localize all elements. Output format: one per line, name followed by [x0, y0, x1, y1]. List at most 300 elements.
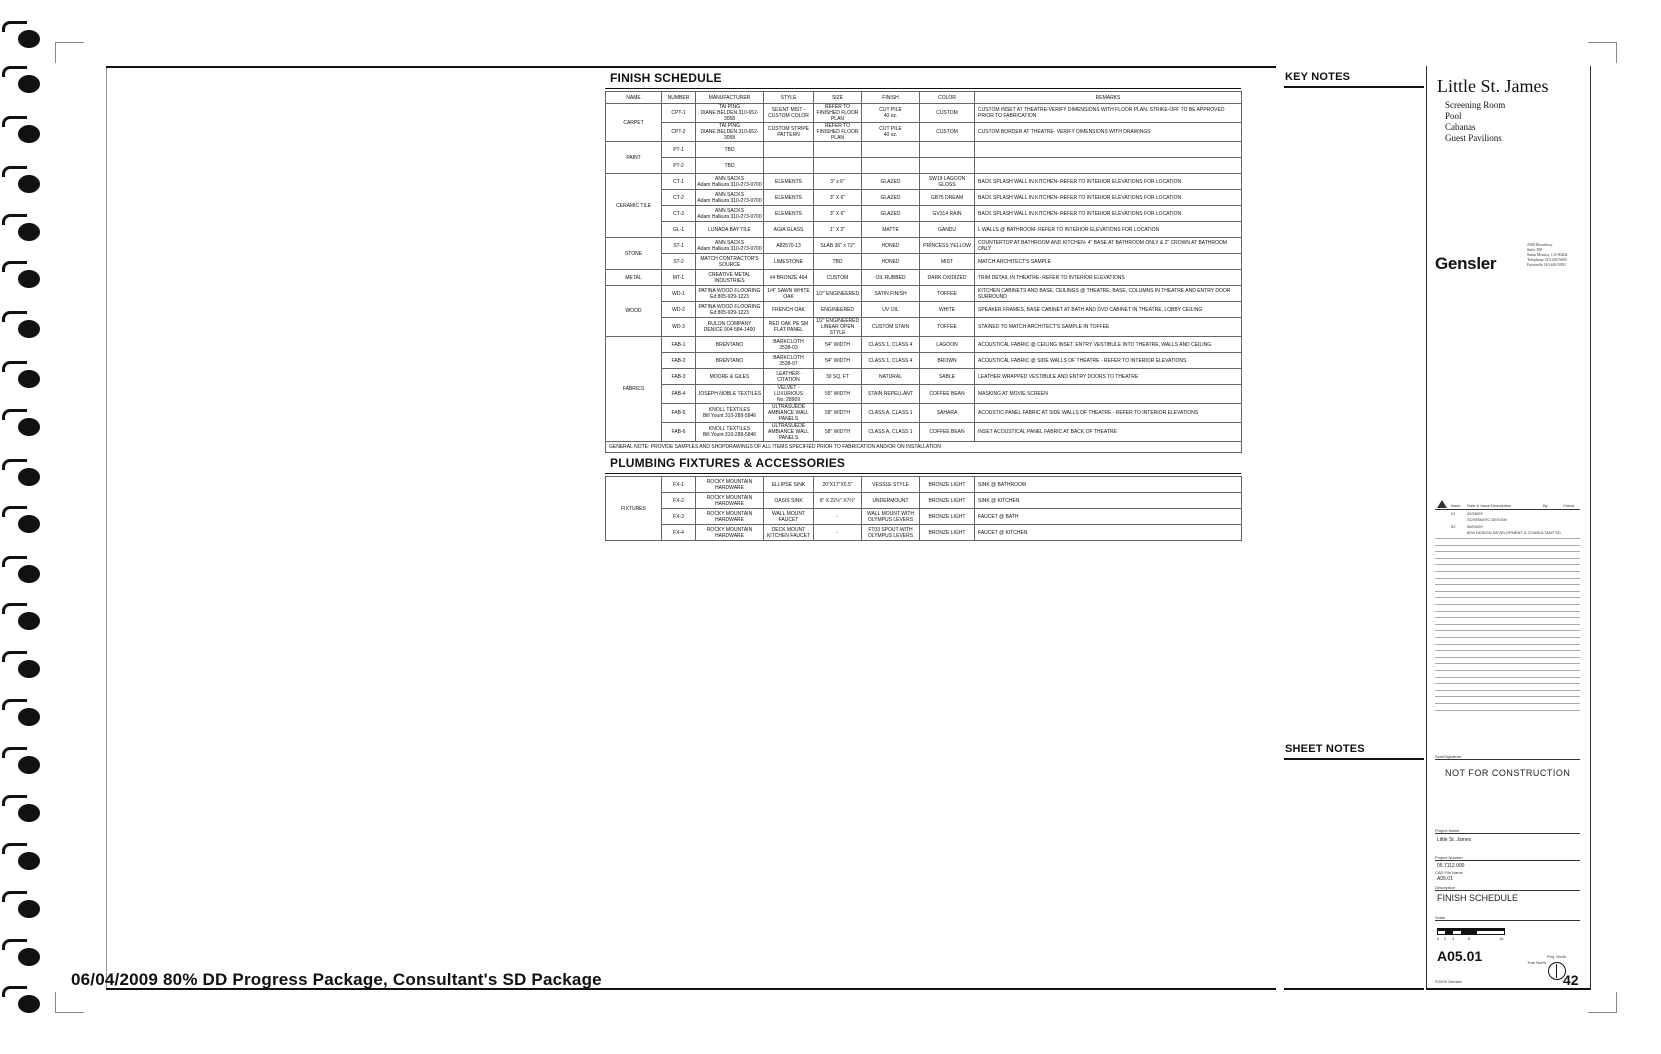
table-row — [606, 477, 1242, 493]
table-cell: FAB-1 — [662, 337, 696, 353]
table-cell: PT-1 — [662, 142, 696, 158]
table-cell: CT-3 — [662, 206, 696, 222]
table-cell: BROWN — [920, 353, 975, 369]
table-cell: FAB-3 — [662, 369, 696, 385]
table-cell: LUNADA BAY TILE — [696, 222, 764, 238]
project-name-value: Little St. James — [1437, 837, 1472, 843]
notes-bottom-rule — [1284, 988, 1424, 990]
sheet-notes-rule — [1284, 758, 1424, 760]
binding-wire — [2, 116, 27, 127]
info-rule — [1435, 920, 1580, 921]
table-cell: WD-1 — [662, 286, 696, 302]
table-cell: CLASS 1, CLASS 4 — [862, 337, 920, 353]
revision-line — [1435, 545, 1580, 546]
binding-hole — [18, 948, 40, 966]
binding-hole — [18, 660, 40, 678]
remarks-cell — [975, 142, 1242, 158]
table-cell: #4 BRONZE 464 — [764, 270, 814, 286]
table-cell: 3" X 6" — [814, 190, 862, 206]
table-cell: ELLIPSE SINK — [764, 477, 814, 493]
scale-bar-segment — [1445, 928, 1453, 934]
revision-line — [1435, 670, 1580, 671]
table-cell — [764, 142, 814, 158]
revision-line — [1435, 571, 1580, 572]
remarks-cell: ACOUSTICAL FABRIC @ CEILING INSET, ENTRY VESTIBULE INTO THEATRE, WALLS AND CEILING — [975, 337, 1242, 353]
table-cell: 3" X 6" — [814, 206, 862, 222]
revision-line — [1435, 617, 1580, 618]
table-row — [606, 104, 1242, 123]
binding-hole — [18, 270, 40, 288]
revision-line — [1435, 630, 1580, 631]
binding-wire — [2, 747, 27, 758]
table-cell: GANDU — [920, 222, 975, 238]
revision-line — [1435, 663, 1580, 664]
table-cell: PRINCESS YELLOW — [920, 238, 975, 254]
project-item: Screening Room — [1445, 100, 1506, 110]
table-cell: 1" X 2" — [814, 222, 862, 238]
revision-line — [1435, 644, 1580, 645]
table-cell: BARKCLOTH 2538-07 — [764, 353, 814, 369]
table-cell: BARKCLOTH 2538-03 — [764, 337, 814, 353]
table-cell: GLAZED — [862, 206, 920, 222]
cad-file-value: A05.01 — [1437, 876, 1453, 882]
page-number: 42 — [1563, 972, 1579, 988]
table-cell: PATINA WOOD FLOORING Ed 805-929-1223 — [696, 286, 764, 302]
binding-hole — [18, 468, 40, 486]
table-cell: SAHARA — [920, 404, 975, 423]
revision-line — [1435, 696, 1580, 697]
remarks-cell: MASKING AT MOVIE SCREEN — [975, 385, 1242, 404]
table-cell: LIMESTONE — [764, 254, 814, 270]
column-header: NUMBER — [662, 92, 696, 104]
description-label: Description — [1435, 885, 1456, 890]
cad-file-label: CAD File Name — [1435, 870, 1463, 875]
table-cell: MOORE & GILES — [696, 369, 764, 385]
column-header: SIZE — [814, 92, 862, 104]
table-row — [606, 142, 1242, 158]
remarks-cell: ACOUSTICAL FABRIC @ SIDE WALLS OF THEATRE - REFER TO INTERIOR ELEVATIONS — [975, 353, 1242, 369]
table-row — [606, 302, 1242, 318]
progress-package-stamp: 06/04/2009 80% DD Progress Package, Consultant's SD Package — [71, 970, 602, 989]
table-cell: WALL MOUNT FAUCET — [764, 509, 814, 525]
table-cell: KNOLL TEXTILES Bill Yount 310-289-5846 — [696, 423, 764, 442]
table-cell: ELEMENTS — [764, 190, 814, 206]
table-cell: VESSLE STYLE — [862, 477, 920, 493]
general-note-row — [606, 442, 1242, 453]
column-header: MANUFACTURER — [696, 92, 764, 104]
plumbing-schedule-rule — [605, 473, 1241, 474]
scale-label: Scale — [1435, 915, 1446, 920]
issue-date: 02/26/09 — [1467, 511, 1483, 516]
scale-tick: 8 — [1468, 936, 1471, 941]
table-cell: ELEMENTS — [764, 174, 814, 190]
table-cell: TBD — [696, 142, 764, 158]
column-header: FINISH — [862, 92, 920, 104]
table-cell: GV314 RAIN — [920, 206, 975, 222]
table-cell: GL-1 — [662, 222, 696, 238]
table-cell: WD-2 — [662, 302, 696, 318]
table-cell: - — [814, 525, 862, 541]
table-cell — [920, 142, 975, 158]
binding-wire — [2, 986, 27, 997]
binding-hole — [18, 175, 40, 193]
table-cell: STAIN REPELLANT — [862, 385, 920, 404]
copyright: ©2009 Gensler — [1435, 979, 1462, 984]
table-cell: REFER TO FINISHED FLOOR PLAN — [814, 123, 862, 142]
column-header: COLOR — [920, 92, 975, 104]
binding-wire — [2, 843, 27, 854]
table-cell: CT-1 — [662, 174, 696, 190]
table-cell: ST-2 — [662, 254, 696, 270]
true-north-label: True North — [1527, 960, 1546, 965]
category-cell: METAL — [606, 270, 662, 286]
table-row — [606, 525, 1242, 541]
category-cell: STONE — [606, 238, 662, 270]
table-cell: BRENTANO — [696, 353, 764, 369]
table-row — [606, 270, 1242, 286]
revision-line — [1435, 578, 1580, 579]
binding-hole — [18, 708, 40, 726]
binding-hole — [18, 756, 40, 774]
binding-wire — [2, 891, 27, 902]
category-cell: PAINT — [606, 142, 662, 174]
table-cell: CT-2 — [662, 190, 696, 206]
project-item: Pool — [1445, 111, 1462, 121]
table-cell: FX-3 — [662, 509, 696, 525]
revision-line — [1435, 584, 1580, 585]
issue-header-by: By — [1543, 503, 1548, 508]
table-row — [606, 254, 1242, 270]
table-row — [606, 190, 1242, 206]
crop-mark-bottom-left — [55, 992, 84, 1013]
binding-wire — [2, 166, 27, 177]
revision-line — [1435, 551, 1580, 552]
info-rule — [1435, 860, 1580, 861]
project-number-label: Project Number — [1435, 855, 1463, 860]
table-cell — [862, 142, 920, 158]
binding-wire — [2, 651, 27, 662]
table-cell: RED OAK PE SM FLAT PANEL — [764, 318, 814, 337]
table-cell: TAI PING DIANE BELDEN 310-652-3058 — [696, 123, 764, 142]
table-cell: COFFEE BEAN — [920, 423, 975, 442]
table-cell: 58" WIDTH — [814, 404, 862, 423]
revision-line — [1435, 604, 1580, 605]
project-name-label: Project Name — [1435, 828, 1460, 833]
table-cell: MATTE — [862, 222, 920, 238]
table-cell: TAI PING DIANE BELDEN 310-652-3058 — [696, 104, 764, 123]
table-cell: FAB-5 — [662, 404, 696, 423]
revision-line — [1435, 591, 1580, 592]
table-cell: ULTRASUEDE AMBIANCE WALL PANELS — [764, 404, 814, 423]
remarks-cell: FAUCET @ BATH — [975, 509, 1242, 525]
table-cell: SATIN FINISH — [862, 286, 920, 302]
column-header: STYLE — [764, 92, 814, 104]
table-cell: NATURAL — [862, 369, 920, 385]
table-cell — [920, 158, 975, 174]
binding-wire — [2, 66, 27, 77]
table-cell: TOFFEE — [920, 318, 975, 337]
binding-hole — [18, 515, 40, 533]
remarks-cell: TRIM DETAIL IN THEATRE- REFER TO INTERIOR ELEVATIONS — [975, 270, 1242, 286]
binding-wire — [2, 261, 27, 272]
binding-wire — [2, 556, 27, 567]
table-row — [606, 369, 1242, 385]
table-row — [606, 423, 1242, 442]
table-cell: JOSEPH NOBLE TEXTILES — [696, 385, 764, 404]
north-arrow-needle — [1556, 964, 1557, 978]
table-cell: CLASS 1, CLASS 4 — [862, 353, 920, 369]
column-header: NAME — [606, 92, 662, 104]
revision-line — [1435, 538, 1580, 539]
table-cell: 54" WIDTH — [814, 337, 862, 353]
table-cell: 9" X 22½" X7½" — [814, 493, 862, 509]
spiral-binding — [0, 0, 40, 1054]
not-for-construction-stamp: NOT FOR CONSTRUCTION — [1445, 768, 1571, 778]
category-cell: CERAMIC TILE — [606, 174, 662, 238]
table-cell: ENGINEERED — [814, 302, 862, 318]
issue-date: 06/04/09 — [1467, 524, 1483, 529]
table-row — [606, 353, 1242, 369]
table-cell: AGIA GLASS — [764, 222, 814, 238]
table-cell — [814, 142, 862, 158]
binding-hole — [18, 995, 40, 1013]
remarks-cell: STAINED TO MATCH ARCHITECT'S SAMPLE IN TOFFEE — [975, 318, 1242, 337]
project-title: Little St. James — [1437, 76, 1549, 96]
table-cell: GLAZED — [862, 190, 920, 206]
binding-hole — [18, 125, 40, 143]
binding-wire — [2, 699, 27, 710]
revision-line — [1435, 710, 1580, 711]
table-row — [606, 206, 1242, 222]
table-cell: ELEMENTS — [764, 206, 814, 222]
table-cell: LAGOON — [920, 337, 975, 353]
table-cell: CUSTOM — [920, 104, 975, 123]
crop-mark-bottom-right — [1588, 992, 1617, 1013]
remarks-cell: SINK @ KITCHEN — [975, 493, 1242, 509]
table-cell: TBD — [814, 254, 862, 270]
table-cell: UV OIL — [862, 302, 920, 318]
revision-line — [1435, 650, 1580, 651]
table-cell: ROCKY MOUNTAIN HARDWARE — [696, 525, 764, 541]
table-cell: LEATHER- CITATION — [764, 369, 814, 385]
binding-wire — [2, 506, 27, 517]
table-cell — [862, 158, 920, 174]
crop-mark-top-right — [1588, 42, 1617, 63]
table-cell: RULON COMPANY DENICE 904-584-1400 — [696, 318, 764, 337]
table-cell: 58" WIDTH — [814, 423, 862, 442]
table-cell: SABLE — [920, 369, 975, 385]
revision-line — [1435, 558, 1580, 559]
table-cell: PT-2 — [662, 158, 696, 174]
scale-tick: 2 — [1444, 936, 1447, 941]
table-cell: FAB-6 — [662, 423, 696, 442]
firm-address: 2500 Broadway Suite 300 Santa Monica, CA 90404 Telephone 310.449.5600 Facsimile 310.449.5850 — [1527, 242, 1568, 267]
table-cell: VELVET - LUXURIOUS No. 28909 — [764, 385, 814, 404]
seal-rule — [1435, 759, 1580, 760]
table-cell: WHITE — [920, 302, 975, 318]
table-cell: UNDERMOUNT — [862, 493, 920, 509]
binding-hole — [18, 565, 40, 583]
binding-hole — [18, 418, 40, 436]
scale-tick: 0 — [1437, 936, 1440, 941]
binding-wire — [2, 409, 27, 420]
table-cell — [764, 158, 814, 174]
plumbing-schedule-title: PLUMBING FIXTURES & ACCESSORIES — [610, 456, 846, 470]
column-header: REMARKS — [975, 92, 1242, 104]
revision-line — [1435, 703, 1580, 704]
table-cell: ANN SACKS Adam Halkura 310-273-0700 — [697, 239, 762, 252]
issue-desc: SCHEMATIC DESIGN — [1467, 517, 1507, 522]
table-row — [606, 385, 1242, 404]
binding-hole — [18, 370, 40, 388]
finish-schedule-title: FINISH SCHEDULE — [610, 71, 722, 85]
info-rule — [1435, 890, 1580, 891]
table-cell: REFER TO FINISHED FLOOR PLAN — [814, 104, 862, 123]
table-cell: DARK OXIDIZED — [920, 270, 975, 286]
table-cell: BRONZE LIGHT — [920, 525, 975, 541]
sheet-number: A05.01 — [1437, 948, 1483, 964]
binding-hole — [18, 320, 40, 338]
remarks-cell: LEATHER WRAPPED VESTIBULE AND ENTRY DOORS TO THEATRE — [975, 369, 1242, 385]
table-cell: CUT PILE 40 oz. — [862, 104, 920, 123]
table-cell: ULTRASUEDE AMBIANCE WALL PANELS — [764, 423, 814, 442]
remarks-cell: INSET ACOUSTICAL PANEL FABRIC AT BACK OF THEATRE — [975, 423, 1242, 442]
revision-line — [1435, 677, 1580, 678]
table-cell: FT03 SPOUT WITH OLYMPUS LEVERS — [862, 525, 920, 541]
table-cell: 3" x 6" — [814, 174, 862, 190]
binding-hole — [18, 75, 40, 93]
general-note: GENERAL NOTE: PROVIDE SAMPLES AND SHOPDRAWINGS OF ALL ITEMS SPECIFIED PRIOR TO FABRICATION AND/OR ON INSTALLATION — [606, 442, 1242, 453]
binding-hole — [18, 900, 40, 918]
table-cell: CPT-2 — [662, 123, 696, 142]
remarks-cell: ACOUSTIC PANEL FABRIC AT SIDE WALLS OF THEATRE - REFER TO INTERIOR ELEVATIONS — [975, 404, 1242, 423]
table-header-row — [606, 92, 1242, 104]
table-cell: ST-1 — [662, 238, 696, 254]
issue-desc: 80% DESIGN DEVELOPMENT & CONSULTANT SD — [1467, 530, 1561, 535]
revision-line — [1435, 637, 1580, 638]
table-cell: GB75 DREAM — [920, 190, 975, 206]
table-cell: 1/2" ENGINEERED LINEAR OPEN STYLE — [814, 318, 862, 337]
scale-tick: 16 — [1499, 936, 1504, 941]
description-value: FINISH SCHEDULE — [1437, 893, 1519, 903]
project-item: Guest Pavilions — [1445, 133, 1502, 143]
binding-wire — [2, 21, 27, 32]
table-cell: ANN SACKS Adam Halkura 310-273-0700 — [697, 191, 762, 204]
binding-hole — [18, 223, 40, 241]
remarks-cell: SPEAKER FRAMES, BASE CABINET AT BATH AND DVD CABINET IN THEATRE, LOBBY CEILING — [975, 302, 1242, 318]
table-row — [606, 158, 1242, 174]
table-cell: 1/2" ENGINEERED — [814, 286, 862, 302]
revision-line — [1435, 657, 1580, 658]
table-cell: COFFEE BEAN — [920, 385, 975, 404]
table-cell: BRONZE LIGHT — [920, 493, 975, 509]
table-cell: HONED — [862, 238, 920, 254]
table-cell: FRENCH OAK — [764, 302, 814, 318]
table-cell: 54" WIDTH — [814, 353, 862, 369]
crop-mark-top-left — [55, 42, 84, 63]
table-cell: TBD — [696, 158, 764, 174]
table-cell: FAB-4 — [662, 385, 696, 404]
table-cell: FX-4 — [662, 525, 696, 541]
table-cell: BRONZE LIGHT — [920, 509, 975, 525]
remarks-cell: BACK SPLASH WALL IN KITCHEN- REFER TO INTERIOR ELEVATIONS FOR LOCATION — [975, 174, 1242, 190]
revision-line — [1435, 597, 1580, 598]
remarks-cell: FAUCET @ KITCHEN — [975, 525, 1242, 541]
table-cell: ANN SACKS Adam Halkura 310-273-0700 — [697, 207, 762, 220]
table-row — [606, 238, 1242, 254]
remarks-cell: BACK SPLASH WALL IN KITCHEN- REFER TO INTERIOR ELEVATIONS FOR LOCATION — [975, 190, 1242, 206]
title-block-bottom-rule — [1426, 988, 1590, 990]
table-row — [606, 222, 1242, 238]
category-cell: WOOD — [606, 286, 662, 337]
issue-header-check: Check — [1563, 503, 1575, 508]
issue-header-issue: Issue — [1451, 503, 1461, 508]
binding-wire — [2, 361, 27, 372]
table-cell: A82570-13 — [764, 238, 814, 254]
table-cell: DECK MOUNT KITCHEN FAUCET — [764, 525, 814, 541]
finish-schedule-table — [605, 91, 1242, 453]
project-item: Cabanas — [1445, 122, 1476, 132]
remarks-cell: BACK SPLASH WALL IN KITCHEN- REFER TO INTERIOR ELEVATIONS FOR LOCATION — [975, 206, 1242, 222]
remarks-cell: CUSTOM BORDER AT THEATRE- VERIFY DIMENSIONS WITH DRAWINGS — [975, 123, 1242, 142]
remarks-cell: SINK @ BATHROOM — [975, 477, 1242, 493]
binding-wire — [2, 214, 27, 225]
gensler-logo: Gensler — [1435, 254, 1497, 273]
table-cell: 1/4" SAWN WHITE OAK — [764, 286, 814, 302]
remarks-cell: L WALLS @ BATHROOM- REFER TO INTERIOR ELEVATIONS FOR LOCATION — [975, 222, 1242, 238]
table-row — [606, 286, 1242, 302]
table-row — [606, 509, 1242, 525]
remarks-cell — [975, 158, 1242, 174]
table-cell: OIL RUBBED — [862, 270, 920, 286]
plumbing-schedule-table — [605, 476, 1242, 541]
table-cell: 30 SQ. FT — [814, 369, 862, 385]
sheet-notes-title: SHEET NOTES — [1285, 743, 1365, 755]
issue-number: 01 — [1451, 511, 1456, 516]
scale-tick: 4 — [1452, 936, 1455, 941]
table-cell: WALL MOUNT WITH OLYMPUS LEVERS — [862, 509, 920, 525]
revision-line — [1435, 683, 1580, 684]
table-cell: CREATIVE METAL INDUSTRIES — [696, 270, 764, 286]
remarks-cell: CUSTOM INSET AT THEATRE-VERIFY DIMENSIONS WITH FLOOR PLAN. STRIKE-OFF TO BE APPROVED PRIOR TO FABRICATION — [975, 104, 1242, 123]
seal-label: Seal/Signature — [1435, 754, 1462, 759]
table-cell: CUT PILE 40 oz. — [862, 123, 920, 142]
table-cell: FX-2 — [662, 493, 696, 509]
revision-delta-icon — [1437, 500, 1447, 508]
finish-schedule-rule — [605, 88, 1241, 89]
project-number-value: 05.7112.000 — [1437, 863, 1465, 869]
table-row — [606, 123, 1242, 142]
binding-hole — [18, 612, 40, 630]
remarks-cell: MATCH ARCHITECT'S SAMPLE — [975, 254, 1242, 270]
table-row — [606, 404, 1242, 423]
table-cell: 55" WIDTH — [814, 385, 862, 404]
table-row — [606, 174, 1242, 190]
table-row — [606, 493, 1242, 509]
revision-line — [1435, 690, 1580, 691]
table-row — [606, 337, 1242, 353]
table-cell: ROCKY MOUNTAIN HARDWARE — [696, 493, 764, 509]
table-cell: ANN SACKS Adam Halkura 310-273-0700 — [697, 175, 762, 188]
issue-number: 02 — [1451, 524, 1456, 529]
revision-line — [1435, 509, 1580, 510]
binding-wire — [2, 939, 27, 950]
table-cell: ROCKY MOUNTAIN HARDWARE — [696, 509, 764, 525]
revision-line — [1435, 624, 1580, 625]
revision-line — [1435, 611, 1580, 612]
binding-wire — [2, 459, 27, 470]
title-block — [1426, 66, 1591, 990]
